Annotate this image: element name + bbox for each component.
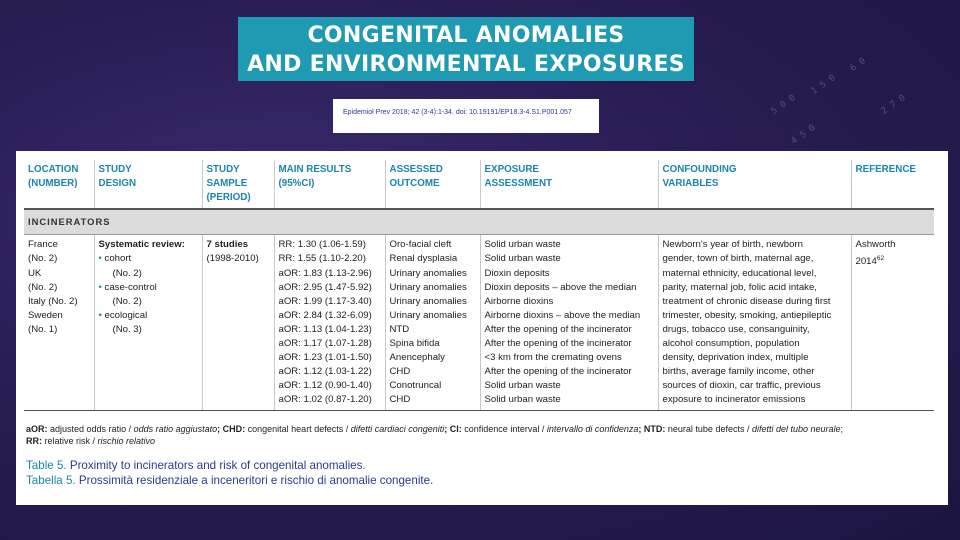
bullet-icon: • — [98, 253, 105, 265]
reference-author: Ashworth — [855, 239, 896, 251]
footnote-italic: odds ratio aggiustato — [133, 424, 218, 434]
confounding-line: exposure to incinerator emissions — [662, 394, 806, 406]
outcome-line: CHD — [389, 394, 411, 406]
column-header-line: STUDY — [98, 164, 132, 175]
location-cell — [24, 235, 94, 410]
footnote-text: neural tube defects / — [665, 424, 752, 434]
design-heading: Systematic review: — [98, 239, 185, 251]
design-item — [99, 252, 198, 266]
column-header-line: MAIN RESULTS — [278, 164, 352, 175]
result-line: aOR: 1.17 (1.07-1.28) — [278, 338, 372, 350]
exposure-line: After the opening of the incinerator — [484, 323, 632, 335]
confounding-line: drugs, tobacco use, consanguinity, — [662, 323, 810, 335]
exposure-line: Solid urban waste — [484, 253, 561, 265]
footnote-italic: difetti cardiaci congeniti — [350, 424, 445, 434]
column-header-line: (NUMBER) — [28, 178, 78, 190]
exposure-line: After the opening of the incinerator — [484, 338, 632, 350]
outcome-line: Urinary anomalies — [389, 295, 467, 307]
exposure-line: Dioxin deposits — [484, 267, 550, 279]
confounding-line: density, deprivation index, multiple — [662, 352, 809, 364]
section-label: INCINERATORS — [24, 209, 934, 235]
outcome-line: Spina bifida — [389, 338, 440, 350]
caption-label: Table 5. — [26, 459, 67, 472]
outcome-line: Urinary anomalies — [389, 309, 467, 321]
column-header-line: ASSESSED — [389, 164, 443, 175]
table-panel — [16, 151, 948, 505]
footnote-text: confidence interval / — [461, 424, 547, 434]
design-item-label: case-control — [104, 281, 157, 293]
result-line: aOR: 1.02 (0.87-1.20) — [278, 394, 372, 406]
abbr-ntd: ; NTD: — [638, 424, 666, 434]
journal-citation: Epidemiol Prev 2018; 42 (3-4):1-34. doi: 10.19191/EP18.3-4.S1.P001.057 — [333, 99, 599, 133]
footnote-line-1 — [26, 423, 936, 435]
result-line: aOR: 2.84 (1.32-6.09) — [278, 309, 372, 321]
confounding-line: Newborn's year of birth, newborn — [662, 239, 803, 251]
caption-italian — [26, 473, 726, 488]
confounding-cell — [658, 235, 851, 410]
confounding-line: treatment of chronic disease during first — [662, 295, 831, 307]
footnote-italic: rischio relativo — [97, 436, 156, 446]
exposure-line: Airborne dioxins — [484, 295, 554, 307]
design-item-count: (No. 2) — [112, 295, 142, 307]
reference-cell — [851, 235, 934, 410]
outcome-line: CHD — [389, 366, 411, 378]
confounding-line: maternal ethnicity, educational level, — [662, 267, 817, 279]
sample-line: 7 studies — [206, 239, 249, 251]
result-line: aOR: 1.23 (1.01-1.50) — [278, 352, 372, 364]
table-header-row — [24, 160, 934, 209]
design-item — [99, 281, 198, 295]
location-line: Sweden — [28, 309, 63, 321]
location-line: Italy (No. 2) — [28, 295, 78, 307]
outcome-line: Urinary anomalies — [389, 281, 467, 293]
column-header-line: VARIABLES — [662, 178, 719, 190]
table-caption — [26, 458, 726, 488]
sample-line: (1998-2010) — [206, 253, 259, 265]
confounding-line: gender, town of birth, maternal age, — [662, 253, 814, 265]
location-line: (No. 2) — [28, 253, 58, 265]
caption-label: Tabella 5. — [26, 474, 76, 487]
result-line: RR: 1.55 (1.10-2.20) — [278, 253, 366, 265]
column-header — [385, 160, 480, 209]
result-line: aOR: 2.95 (1.47-5.92) — [278, 281, 372, 293]
design-item — [99, 309, 198, 323]
location-line: France — [28, 239, 58, 251]
column-header — [94, 160, 202, 209]
confounding-line: births, average family income, other — [662, 366, 815, 378]
caption-english — [26, 458, 726, 473]
bullet-icon: • — [98, 309, 105, 321]
title-line-1: CONGENITAL ANOMALIES — [307, 23, 625, 48]
column-header-line: (PERIOD) — [206, 192, 251, 204]
location-line: UK — [28, 267, 42, 279]
caption-text: Proximity to incinerators and risk of congenital anomalies. — [66, 459, 366, 472]
reference-year-line — [856, 252, 931, 266]
reference-year: 2014 — [855, 256, 877, 268]
design-item-count: (No. 2) — [112, 267, 142, 279]
table-row — [24, 235, 934, 410]
abbr-rr: RR: — [26, 436, 42, 446]
slide-title — [238, 17, 694, 81]
design-item-label: ecological — [104, 309, 148, 321]
column-header — [202, 160, 274, 209]
confounding-line: sources of dioxin, car traffic, previous — [662, 380, 821, 392]
section-row — [24, 209, 934, 235]
column-header — [480, 160, 658, 209]
background-decoration: 5 0 0 1 5 0 6 0 2 7 0 4 5 0 — [769, 56, 908, 147]
column-header — [274, 160, 385, 209]
outcome-line: NTD — [389, 323, 410, 335]
evidence-table — [24, 160, 934, 411]
result-line: RR: 1.30 (1.06-1.59) — [278, 239, 366, 251]
column-header-line: LOCATION — [28, 164, 79, 175]
result-line: aOR: 1.12 (0.90-1.40) — [278, 380, 372, 392]
exposure-line: Solid urban waste — [484, 239, 561, 251]
outcome-line: Conotruncal — [389, 380, 442, 392]
bullet-icon: • — [98, 281, 105, 293]
outcome-line: Anencephaly — [389, 352, 445, 364]
column-header-line: REFERENCE — [855, 164, 916, 175]
exposure-line: <3 km from the cremating ovens — [484, 352, 622, 364]
footnote-line-2 — [26, 435, 936, 447]
design-cell — [94, 235, 202, 410]
table-footnotes — [26, 423, 936, 447]
abbr-ci: ; CI: — [444, 424, 462, 434]
results-cell — [274, 235, 385, 410]
result-line: aOR: 1.12 (1.03-1.22) — [278, 366, 372, 378]
caption-text: Prossimità residenziale a inceneritori e rischio di anomalie congenite. — [75, 474, 434, 487]
column-header-line: OUTCOME — [389, 178, 440, 190]
abbr-aor: aOR: — [26, 424, 48, 434]
column-header-line: (95%CI) — [278, 178, 315, 190]
title-line-2: AND ENVIRONMENTAL EXPOSURES — [247, 52, 685, 77]
result-line: aOR: 1.13 (1.04-1.23) — [278, 323, 372, 335]
column-header-line: CONFOUNDING — [662, 164, 737, 175]
column-header — [658, 160, 851, 209]
result-line: aOR: 1.99 (1.17-3.40) — [278, 295, 372, 307]
exposures-cell — [480, 235, 658, 410]
footnote-italic: intervallo di confidenza — [546, 424, 639, 434]
location-line: (No. 2) — [28, 281, 58, 293]
footnote-text: adjusted odds ratio / — [47, 424, 134, 434]
reference-note: 62 — [876, 255, 885, 263]
design-item-count: (No. 3) — [112, 323, 142, 335]
column-header-line: EXPOSURE — [484, 164, 539, 175]
design-item-label: cohort — [104, 253, 132, 265]
exposure-line: After the opening of the incinerator — [484, 366, 632, 378]
footnote-text: relative risk / — [42, 436, 98, 446]
confounding-line: trimester, obesity, smoking, antiepileptic — [662, 309, 832, 321]
footnote-text: ; — [840, 424, 844, 434]
location-line: (No. 1) — [28, 323, 58, 335]
column-header — [851, 160, 934, 209]
column-header-line: ASSESSMENT — [484, 178, 553, 190]
outcome-line: Renal dysplasia — [389, 253, 458, 265]
exposure-line: Airborne dioxins – above the median — [484, 309, 641, 321]
result-line: aOR: 1.83 (1.13-2.96) — [278, 267, 372, 279]
sample-cell — [202, 235, 274, 410]
confounding-line: alcohol consumption, population — [662, 338, 800, 350]
column-header-line: DESIGN — [98, 178, 137, 190]
footnote-italic: difetti del tubo neurale — [751, 424, 841, 434]
outcomes-cell — [385, 235, 480, 410]
column-header-line: SAMPLE — [206, 178, 248, 190]
confounding-line: parity, maternal job, folic acid intake, — [662, 281, 817, 293]
outcome-line: Oro-facial cleft — [389, 239, 452, 251]
outcome-line: Urinary anomalies — [389, 267, 467, 279]
column-header — [24, 160, 94, 209]
abbr-chd: ; CHD: — [217, 424, 246, 434]
exposure-line: Solid urban waste — [484, 394, 561, 406]
footnote-text: congenital heart defects / — [245, 424, 351, 434]
column-header-line: STUDY — [206, 164, 240, 175]
exposure-line: Solid urban waste — [484, 380, 561, 392]
exposure-line: Dioxin deposits – above the median — [484, 281, 637, 293]
